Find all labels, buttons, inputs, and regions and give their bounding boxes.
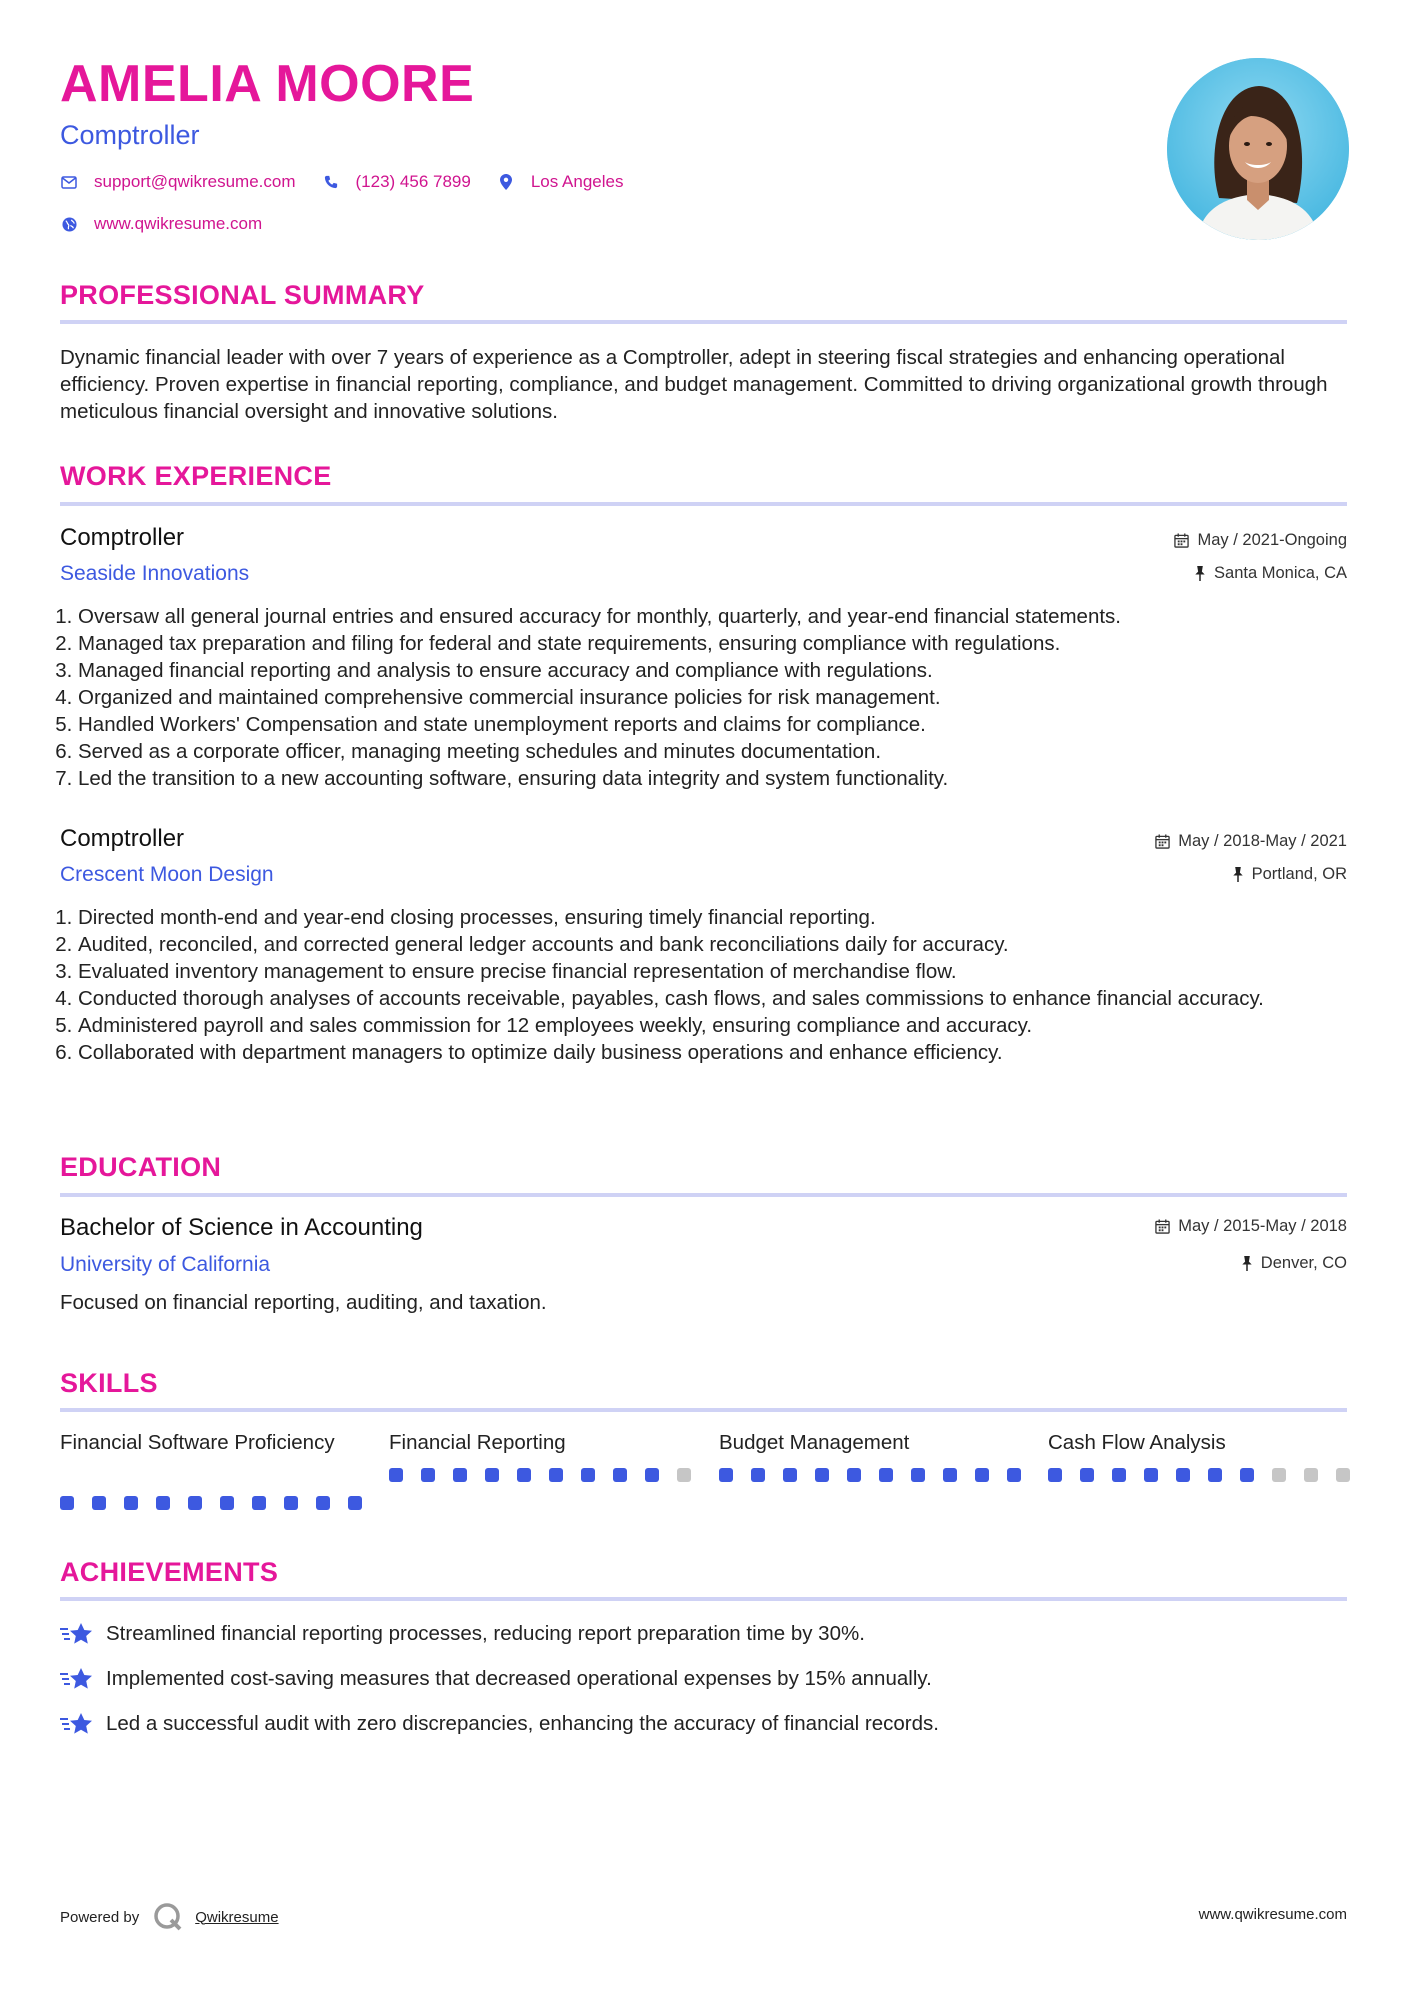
list-item: 5. Administered payroll and sales commission for 12 employees weekly, ensuring compliance and accuracy. <box>78 1012 1348 1039</box>
skill-dot-filled <box>517 1468 531 1482</box>
education-dates <box>1155 1217 1347 1236</box>
job-dates-text: May / 2021-Ongoing <box>1197 531 1347 549</box>
star-icon <box>60 1665 94 1693</box>
contact-row <box>60 172 649 192</box>
job-location-text: Portland, OR <box>1251 865 1347 883</box>
list-item: 6. Collaborated with department managers to optimize daily business operations and enhance efficiency. <box>78 1039 1348 1066</box>
section-divider <box>60 502 1347 506</box>
footer-website[interactable]: www.qwikresume.com <box>1198 1906 1347 1923</box>
achievement-item <box>60 1620 865 1648</box>
section-divider <box>60 1597 1347 1601</box>
skill-item <box>389 1429 689 1456</box>
list-item: 4. Organized and maintained comprehensive commercial insurance policies for risk management. <box>78 684 1348 711</box>
list-item: 1. Oversaw all general journal entries and ensured accuracy for monthly, quarterly, and year-end financial statements. <box>78 603 1348 630</box>
calendar-icon <box>1155 834 1170 849</box>
list-item: 2. Audited, reconciled, and corrected general ledger accounts and bank reconciliations daily for accuracy. <box>78 931 1348 958</box>
job-dates <box>1155 832 1347 851</box>
achievements-section-title: ACHIEVEMENTS <box>60 1557 279 1587</box>
achievement-item <box>60 1710 939 1738</box>
star-icon <box>60 1710 94 1738</box>
pushpin-icon <box>1194 566 1206 581</box>
skill-name: Financial Reporting <box>389 1431 566 1454</box>
list-item: 7. Led the transition to a new accounting software, ensuring data integrity and system functionality. <box>78 765 1348 792</box>
calendar-icon <box>1155 1219 1170 1234</box>
job-location <box>1194 564 1347 583</box>
skills-section-title: SKILLS <box>60 1368 158 1398</box>
skill-dot-filled <box>1144 1468 1158 1482</box>
skill-dot-empty <box>677 1468 691 1482</box>
job-location <box>1232 865 1347 884</box>
skill-dot-filled <box>188 1496 202 1510</box>
list-item: 3. Managed financial reporting and analysis to ensure accuracy and compliance with regulations. <box>78 657 1348 684</box>
pushpin-icon <box>1232 867 1244 882</box>
achievement-item <box>60 1665 932 1693</box>
list-item: 2. Managed tax preparation and filing for federal and state requirements, ensuring compliance with regulations. <box>78 630 1348 657</box>
job-responsibilities <box>60 904 1348 1066</box>
skill-dot-filled <box>1007 1468 1021 1482</box>
skill-dot-filled <box>1048 1468 1062 1482</box>
education-section-title: EDUCATION <box>60 1152 222 1182</box>
location-text: Los Angeles <box>530 172 624 191</box>
skill-dot-filled <box>92 1496 106 1510</box>
calendar-icon <box>1174 533 1189 548</box>
skill-dot-filled <box>581 1468 595 1482</box>
company-name: Seaside Innovations <box>60 562 250 585</box>
education-location-text: Denver, CO <box>1260 1254 1347 1272</box>
contact-email[interactable] <box>60 172 296 192</box>
skill-dot-filled <box>815 1468 829 1482</box>
job-location-text: Santa Monica, CA <box>1214 564 1347 582</box>
skill-dot-filled <box>1208 1468 1222 1482</box>
skill-dot-filled <box>1080 1468 1094 1482</box>
phone-text: (123) 456 7899 <box>355 172 471 191</box>
list-item: 4. Conducted thorough analyses of accounts receivable, payables, cash flows, and sales commissions to enhance financial accuracy. <box>78 985 1348 1012</box>
section-divider <box>60 1408 1347 1412</box>
achievement-text: Implemented cost-saving measures that decreased operational expenses by 15% annually. <box>106 1667 932 1690</box>
skill-dot-filled <box>124 1496 138 1510</box>
job-dates <box>1174 531 1347 550</box>
education-location <box>1241 1254 1347 1273</box>
achievement-text: Streamlined financial reporting processes, reducing report preparation time by 30%. <box>106 1622 865 1645</box>
job-title: Comptroller <box>60 524 185 551</box>
skill-item <box>719 1429 1019 1456</box>
skill-rating <box>389 1468 709 1482</box>
phone-icon <box>322 173 340 191</box>
skill-name: Financial Software Proficiency <box>60 1431 335 1454</box>
skill-rating <box>60 1496 380 1510</box>
skill-rating <box>1048 1468 1368 1482</box>
globe-icon <box>60 215 78 233</box>
footer-powered-by <box>60 1902 279 1932</box>
achievement-text: Led a successful audit with zero discrepancies, enhancing the accuracy of financial records. <box>106 1712 939 1735</box>
skill-dot-filled <box>943 1468 957 1482</box>
job-dates-text: May / 2018-May / 2021 <box>1178 832 1347 850</box>
skill-dot-filled <box>252 1496 266 1510</box>
skill-dot-filled <box>613 1468 627 1482</box>
skill-item <box>60 1429 360 1456</box>
pushpin-icon <box>1241 1256 1253 1271</box>
section-divider <box>60 1193 1347 1197</box>
powered-by-label: Powered by <box>60 1908 140 1926</box>
summary-text: Dynamic financial leader with over 7 years of experience as a Comptroller, adept in steering fiscal strategies and enhancing operational efficiency. Proven expertise in financial reporting, compliance, and budget management. Committed to driving organizational growth through meticulous financial oversight and innovative solutions. <box>60 346 1328 423</box>
skill-dot-filled <box>284 1496 298 1510</box>
envelope-icon <box>60 173 78 191</box>
job-responsibilities <box>60 603 1348 792</box>
skill-dot-filled <box>348 1496 362 1510</box>
website-row <box>60 214 288 234</box>
job-title: Comptroller <box>60 825 185 852</box>
company-name: Crescent Moon Design <box>60 863 274 886</box>
qwikresume-logo-icon <box>153 1902 183 1932</box>
experience-section-title: WORK EXPERIENCE <box>60 461 332 491</box>
skill-dot-filled <box>156 1496 170 1510</box>
skill-dot-empty <box>1336 1468 1350 1482</box>
skill-dot-filled <box>1240 1468 1254 1482</box>
section-divider <box>60 320 1347 324</box>
skill-dot-filled <box>847 1468 861 1482</box>
skill-dot-filled <box>719 1468 733 1482</box>
skill-dot-filled <box>1112 1468 1126 1482</box>
skill-item <box>1048 1429 1348 1456</box>
contact-location <box>497 172 624 192</box>
list-item: 3. Evaluated inventory management to ensure precise financial representation of merchandise flow. <box>78 958 1348 985</box>
website-text: www.qwikresume.com <box>94 214 263 233</box>
candidate-name: AMELIA MOORE <box>60 55 475 113</box>
skill-rating <box>719 1468 1039 1482</box>
skill-dot-filled <box>220 1496 234 1510</box>
contact-website[interactable] <box>60 214 262 234</box>
list-item: 6. Served as a corporate officer, managing meeting schedules and minutes documentation. <box>78 738 1348 765</box>
skill-dot-filled <box>60 1496 74 1510</box>
skill-dot-filled <box>549 1468 563 1482</box>
qwikresume-link[interactable]: Qwikresume <box>195 1908 279 1926</box>
skill-dot-filled <box>485 1468 499 1482</box>
star-icon <box>60 1620 94 1648</box>
list-item: 1. Directed month-end and year-end closing processes, ensuring timely financial reporting. <box>78 904 1348 931</box>
skill-dot-filled <box>1176 1468 1190 1482</box>
skill-dot-empty <box>1304 1468 1318 1482</box>
contact-phone[interactable] <box>322 172 471 192</box>
skill-dot-filled <box>453 1468 467 1482</box>
skill-name: Budget Management <box>719 1431 910 1454</box>
list-item: 5. Handled Workers' Compensation and state unemployment reports and claims for compliance. <box>78 711 1348 738</box>
skill-dot-filled <box>783 1468 797 1482</box>
skill-dot-filled <box>389 1468 403 1482</box>
education-dates-text: May / 2015-May / 2018 <box>1178 1217 1347 1235</box>
education-description: Focused on financial reporting, auditing, and taxation. <box>60 1291 547 1314</box>
skill-dot-filled <box>879 1468 893 1482</box>
skill-dot-filled <box>645 1468 659 1482</box>
skill-dot-filled <box>421 1468 435 1482</box>
email-text: support@qwikresume.com <box>94 172 296 191</box>
degree-title: Bachelor of Science in Accounting <box>60 1214 423 1241</box>
skill-dot-filled <box>316 1496 330 1510</box>
skill-dot-empty <box>1272 1468 1286 1482</box>
skill-dot-filled <box>911 1468 925 1482</box>
candidate-role: Comptroller <box>60 120 200 150</box>
map-pin-icon <box>497 173 515 191</box>
skill-dot-filled <box>751 1468 765 1482</box>
summary-section-title: PROFESSIONAL SUMMARY <box>60 280 425 310</box>
profile-photo <box>1167 58 1349 240</box>
skill-name: Cash Flow Analysis <box>1048 1431 1226 1454</box>
school-name: University of California <box>60 1253 271 1276</box>
skill-dot-filled <box>975 1468 989 1482</box>
